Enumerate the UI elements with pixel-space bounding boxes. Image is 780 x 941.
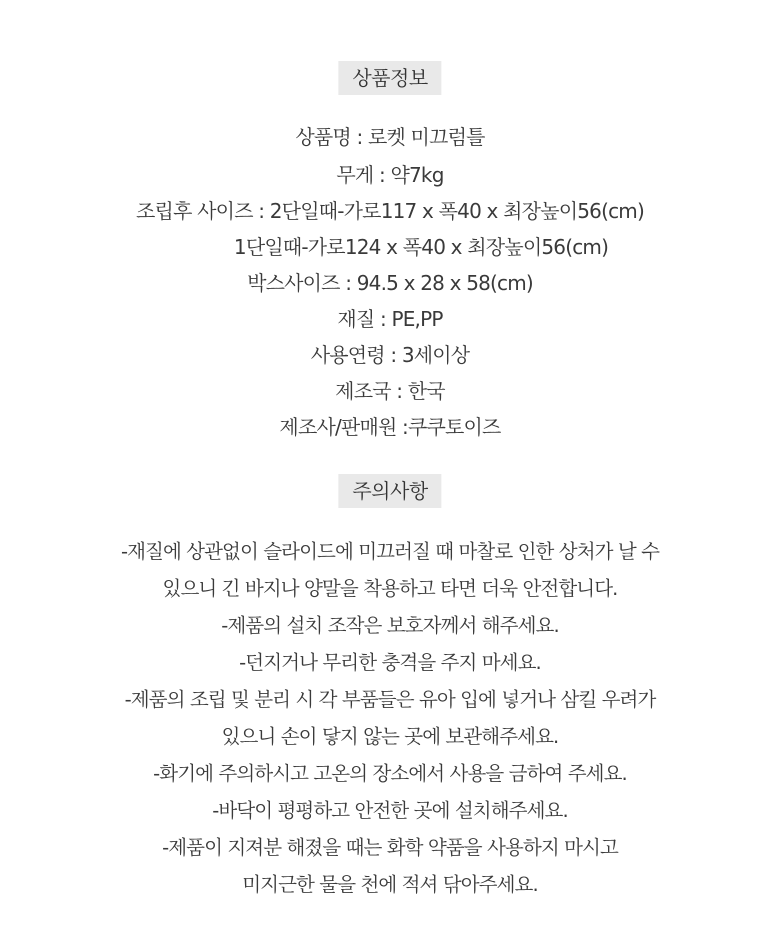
product-info-title: 상품정보 [338,61,441,95]
caution-line: -화기에 주의하시고 고온의 장소에서 사용을 금하여 주세요. [153,762,627,785]
info-manufacturer: 제조사/판매원 :쿠쿠토이즈 [279,415,501,439]
info-assembled-size: 조립후 사이즈 : 2단일때-가로117 x 폭40 x 최장높이56(cm) [136,199,644,223]
info-box-size: 박스사이즈 : 94.5 x 28 x 58(cm) [247,271,533,295]
caution-line: -던지거나 무리한 충격을 주지 마세요. [239,651,541,674]
info-country: 제조국 : 한국 [335,379,445,403]
caution-line: -재질에 상관없이 슬라이드에 미끄러질 때 마찰로 인한 상처가 날 수 [120,540,660,563]
info-weight: 무게 : 약7kg [336,163,444,187]
caution-title: 주의사항 [338,474,441,508]
caution-line: -제품의 설치 조작은 보호자께서 해주세요. [221,614,559,637]
caution-line: -제품이 지져분 해졌을 때는 화학 약품을 사용하지 마시고 [162,836,618,859]
caution-line: -바닥이 평평하고 안전한 곳에 설치해주세요. [212,799,568,822]
info-product-name: 상품명 : 로켓 미끄럼틀 [295,125,485,149]
info-material: 재질 : PE,PP [337,307,443,331]
info-assembled-size-single: 1단일때-가로124 x 폭40 x 최장높이56(cm) [233,235,609,259]
info-age: 사용연령 : 3세이상 [310,343,470,367]
caution-line: -제품의 조립 및 분리 시 각 부품들은 유아 입에 넣거나 삼킬 우려가 [124,688,656,711]
caution-line: 미지근한 물을 천에 적셔 닦아주세요. [242,873,538,896]
caution-line: 있으니 손이 닿지 않는 곳에 보관해주세요. [221,725,559,748]
caution-line: 있으니 긴 바지나 양말을 착용하고 타면 더욱 안전합니다. [162,577,618,600]
